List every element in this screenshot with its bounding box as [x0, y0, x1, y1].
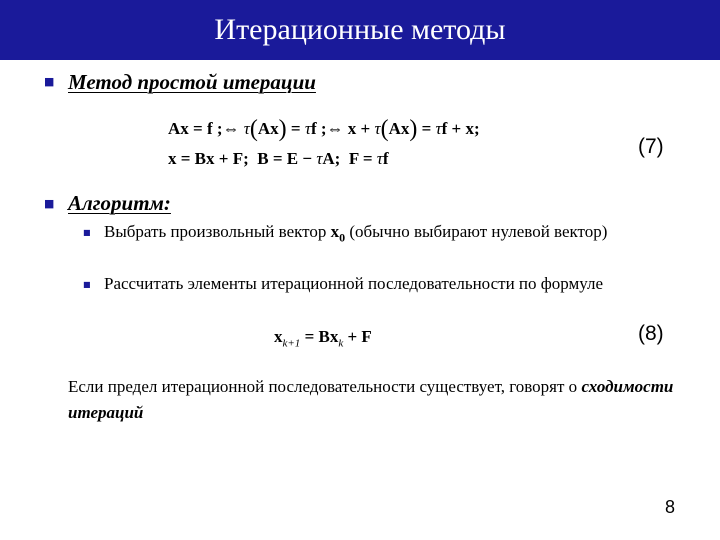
bullet-square-icon: ■ — [44, 197, 55, 210]
page-number: 8 — [665, 497, 676, 517]
equation-number-7: (7) — [638, 135, 664, 158]
conclusion-paragraph: Если предел итерационной последовательности существует, говорят о сходимости итераций — [68, 377, 674, 422]
slide-title: Итерационные методы — [214, 13, 506, 46]
section-heading-algorithm: Алгоритм: — [68, 191, 171, 215]
section-heading-simple-iteration: Метод простой итерации — [68, 70, 316, 94]
formula-line-1: Ax = f ;⇔ τ(Ax) = τf ;⇔ x + τ(Ax) = τf + x; — [168, 116, 480, 142]
formula-line-2: x = Bx + F; B = E − τA; F = τf — [168, 149, 389, 168]
algorithm-step-2: Рассчитать элементы итерационной последовательности по формуле — [104, 274, 604, 293]
algorithm-step-1: Выбрать произвольный вектор $x_0$ (обычно выбирают нулевой вектор) — [104, 222, 608, 245]
equation-number-8: (8) — [638, 322, 664, 345]
sub-bullet-square-icon: ■ — [83, 280, 91, 289]
bullet-square-icon: ■ — [44, 75, 55, 88]
formula-iteration: $x_{k+1} = Bx_k + F$ — [274, 327, 372, 350]
sub-bullet-square-icon: ■ — [83, 228, 91, 237]
title-bar — [0, 0, 720, 60]
